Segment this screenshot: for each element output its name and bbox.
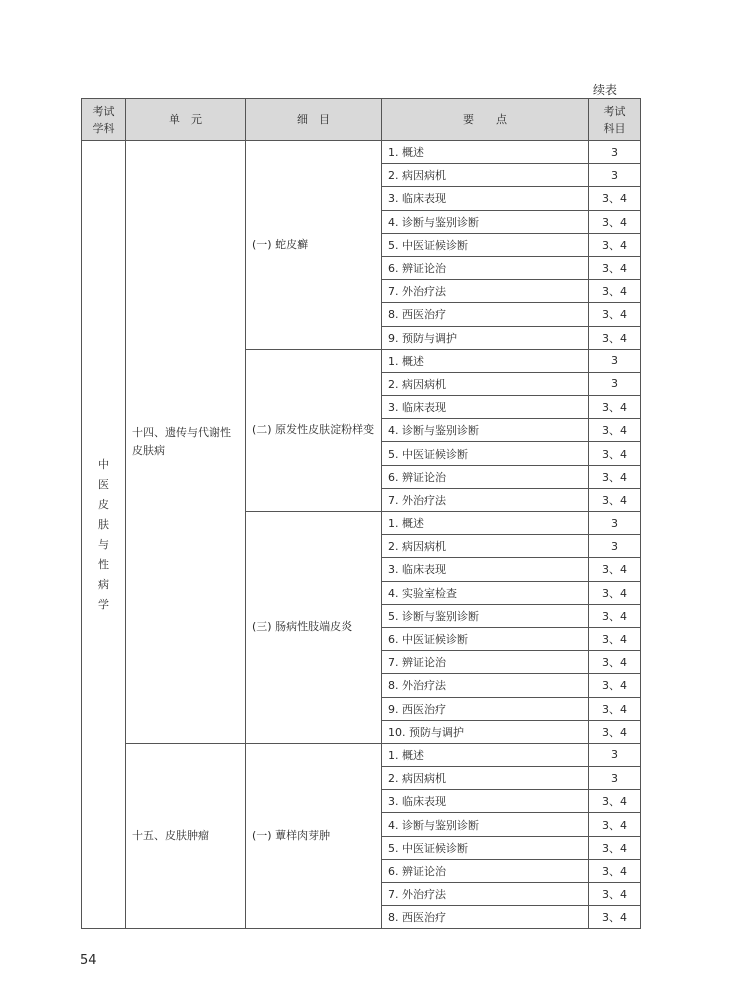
exam-subject-cell: 3、4	[589, 859, 641, 882]
point-cell: 2. 病因病机	[382, 535, 589, 558]
point-cell: 6. 辨证论治	[382, 256, 589, 279]
point-cell: 1. 概述	[382, 349, 589, 372]
exam-subject-cell: 3、4	[589, 256, 641, 279]
detail-cell: (一) 蕈样肉芽肿	[246, 743, 382, 929]
subject-cell	[82, 141, 126, 929]
header-point: 要 点	[382, 99, 589, 141]
detail-cell: (一) 蛇皮癣	[246, 141, 382, 350]
header-unit: 单 元	[126, 99, 246, 141]
exam-subject-cell: 3、4	[589, 720, 641, 743]
exam-subject-cell: 3、4	[589, 651, 641, 674]
exam-subject-cell: 3	[589, 164, 641, 187]
exam-subject-cell: 3、4	[589, 836, 641, 859]
detail-cell: (三) 肠病性肢端皮炎	[246, 512, 382, 744]
exam-subject-cell: 3、4	[589, 187, 641, 210]
exam-subject-cell: 3、4	[589, 674, 641, 697]
exam-subject-cell: 3、4	[589, 419, 641, 442]
header-detail: 细 目	[246, 99, 382, 141]
exam-subject-cell: 3、4	[589, 396, 641, 419]
point-cell: 3. 临床表现	[382, 187, 589, 210]
point-cell: 3. 临床表现	[382, 558, 589, 581]
point-cell: 2. 病因病机	[382, 372, 589, 395]
exam-subject-cell: 3	[589, 141, 641, 164]
point-cell: 9. 预防与调护	[382, 326, 589, 349]
point-cell: 2. 病因病机	[382, 164, 589, 187]
point-cell: 3. 临床表现	[382, 396, 589, 419]
point-cell: 5. 中医证候诊断	[382, 442, 589, 465]
point-cell: 8. 西医治疗	[382, 303, 589, 326]
point-cell: 8. 外治疗法	[382, 674, 589, 697]
header-row	[82, 99, 641, 141]
exam-subject-cell: 3、4	[589, 627, 641, 650]
unit-cell: 十四、遗传与代谢性皮肤病	[126, 141, 246, 744]
exam-subject-cell: 3、4	[589, 790, 641, 813]
point-cell: 3. 临床表现	[382, 790, 589, 813]
point-cell: 6. 辨证论治	[382, 859, 589, 882]
exam-subject-cell: 3、4	[589, 442, 641, 465]
subject-name: 中医皮肤与性病学	[98, 457, 109, 611]
exam-subject-cell: 3、4	[589, 813, 641, 836]
exam-subject-cell: 3、4	[589, 465, 641, 488]
point-cell: 4. 诊断与鉴别诊断	[382, 419, 589, 442]
point-cell: 4. 诊断与鉴别诊断	[382, 813, 589, 836]
exam-subject-cell: 3	[589, 349, 641, 372]
point-cell: 5. 中医证候诊断	[382, 836, 589, 859]
exam-subject-cell: 3、4	[589, 906, 641, 929]
header-subject: 考试 学科	[82, 99, 126, 141]
point-cell: 4. 实验室检查	[382, 581, 589, 604]
point-cell: 5. 中医证候诊断	[382, 233, 589, 256]
header-exam: 考试 科目	[589, 99, 641, 141]
exam-subject-cell: 3	[589, 535, 641, 558]
exam-subject-cell: 3、4	[589, 210, 641, 233]
point-cell: 7. 外治疗法	[382, 280, 589, 303]
exam-subject-cell: 3、4	[589, 697, 641, 720]
exam-subject-cell: 3、4	[589, 326, 641, 349]
point-cell: 7. 外治疗法	[382, 488, 589, 511]
exam-subject-cell: 3、4	[589, 303, 641, 326]
continued-label: 续表	[593, 83, 618, 97]
point-cell: 10. 预防与调护	[382, 720, 589, 743]
point-cell: 1. 概述	[382, 141, 589, 164]
point-cell: 4. 诊断与鉴别诊断	[382, 210, 589, 233]
exam-subject-cell: 3	[589, 767, 641, 790]
point-cell: 6. 辨证论治	[382, 465, 589, 488]
exam-subject-cell: 3	[589, 512, 641, 535]
exam-subject-cell: 3、4	[589, 558, 641, 581]
point-cell: 1. 概述	[382, 512, 589, 535]
point-cell: 9. 西医治疗	[382, 697, 589, 720]
exam-subject-cell: 3、4	[589, 581, 641, 604]
exam-subject-cell: 3、4	[589, 883, 641, 906]
detail-cell: (二) 原发性皮肤淀粉样变	[246, 349, 382, 511]
exam-subject-cell: 3	[589, 743, 641, 766]
table-row	[82, 141, 641, 164]
point-cell: 7. 辨证论治	[382, 651, 589, 674]
page-number: 54	[80, 953, 97, 968]
exam-subject-cell: 3、4	[589, 488, 641, 511]
point-cell: 2. 病因病机	[382, 767, 589, 790]
exam-subject-cell: 3、4	[589, 233, 641, 256]
unit-cell: 十五、皮肤肿瘤	[126, 743, 246, 929]
exam-subject-cell: 3、4	[589, 280, 641, 303]
syllabus-table	[81, 98, 641, 929]
point-cell: 1. 概述	[382, 743, 589, 766]
point-cell: 7. 外治疗法	[382, 883, 589, 906]
exam-subject-cell: 3	[589, 372, 641, 395]
point-cell: 5. 诊断与鉴别诊断	[382, 604, 589, 627]
point-cell: 8. 西医治疗	[382, 906, 589, 929]
point-cell: 6. 中医证候诊断	[382, 627, 589, 650]
table-row	[82, 743, 641, 766]
exam-subject-cell: 3、4	[589, 604, 641, 627]
